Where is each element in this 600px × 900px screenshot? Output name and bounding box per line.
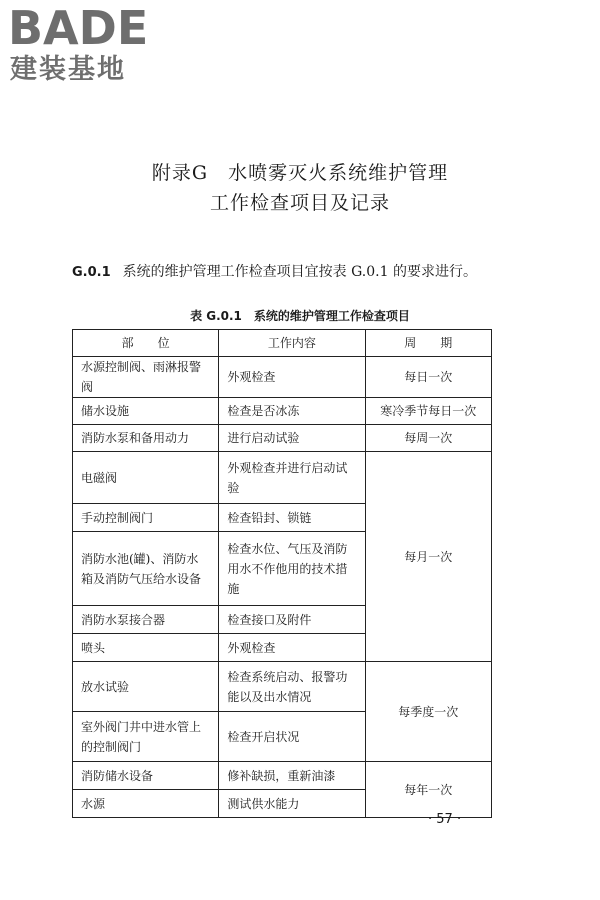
cell-work: 外观检查	[219, 634, 365, 662]
cell-work: 检查开启状况	[219, 712, 365, 762]
cell-part: 储水设施	[73, 398, 219, 425]
cell-period: 寒冷季节每日一次	[365, 398, 491, 425]
cell-work: 外观检查并进行启动试验	[219, 452, 365, 504]
cell-part: 消防水泵接合器	[73, 606, 219, 634]
cell-part: 水源控制阀、雨淋报警阀	[73, 357, 219, 398]
cell-work: 检查铅封、锁链	[219, 504, 365, 532]
intro-paragraph	[72, 260, 512, 285]
cell-part: 手动控制阀门	[73, 504, 219, 532]
cell-work: 进行启动试验	[219, 425, 365, 452]
cell-part: 电磁阀	[73, 452, 219, 504]
cell-part: 消防水池(罐)、消防水箱及消防气压给水设备	[73, 532, 219, 606]
clause-text: 系统的维护管理工作检查项目宜按表 G.0.1 的要求进行。	[122, 264, 477, 280]
cell-work: 外观检查	[219, 357, 365, 398]
cell-work: 测试供水能力	[219, 790, 365, 818]
cell-work: 检查水位、气压及消防用水不作他用的技术措施	[219, 532, 365, 606]
cell-period: 每周一次	[365, 425, 491, 452]
logo-subtitle: 建装基地	[10, 54, 126, 85]
table-row	[73, 662, 492, 712]
appendix-subtitle: 工作检查项目及记录	[209, 192, 390, 214]
appendix-title: 附录G 水喷雾灭火系统维护管理	[151, 162, 449, 184]
cell-work: 检查系统启动、报警功能以及出水情况	[219, 662, 365, 712]
logo-brand: BADE	[8, 1, 149, 55]
cell-part: 放水试验	[73, 662, 219, 712]
table-header-row	[73, 330, 492, 357]
cell-period-merged: 每月一次	[365, 452, 491, 662]
maintenance-table	[72, 329, 492, 818]
cell-work: 检查是否冰冻	[219, 398, 365, 425]
page-number: · 57 ·	[428, 812, 462, 827]
table-row	[73, 452, 492, 504]
cell-period: 每日一次	[365, 357, 491, 398]
cell-part: 消防储水设备	[73, 762, 219, 790]
header-period: 周 期	[365, 330, 491, 357]
cell-part: 水源	[73, 790, 219, 818]
table-row	[73, 762, 492, 790]
header-part: 部 位	[73, 330, 219, 357]
header-work: 工作内容	[219, 330, 365, 357]
cell-work: 修补缺损，重新油漆	[219, 762, 365, 790]
table-row	[73, 425, 492, 452]
table-caption: 表 G.0.1 系统的维护管理工作检查项目	[190, 309, 410, 323]
clause-number: G.0.1	[72, 265, 111, 280]
cell-work: 检查接口及附件	[219, 606, 365, 634]
cell-part: 室外阀门井中进水管上的控制阀门	[73, 712, 219, 762]
table-row	[73, 357, 492, 398]
cell-period-merged: 每年一次	[365, 762, 491, 818]
cell-period-merged: 每季度一次	[365, 662, 491, 762]
cell-part: 喷头	[73, 634, 219, 662]
logo	[8, 2, 183, 86]
cell-part: 消防水泵和备用动力	[73, 425, 219, 452]
table-row	[73, 398, 492, 425]
